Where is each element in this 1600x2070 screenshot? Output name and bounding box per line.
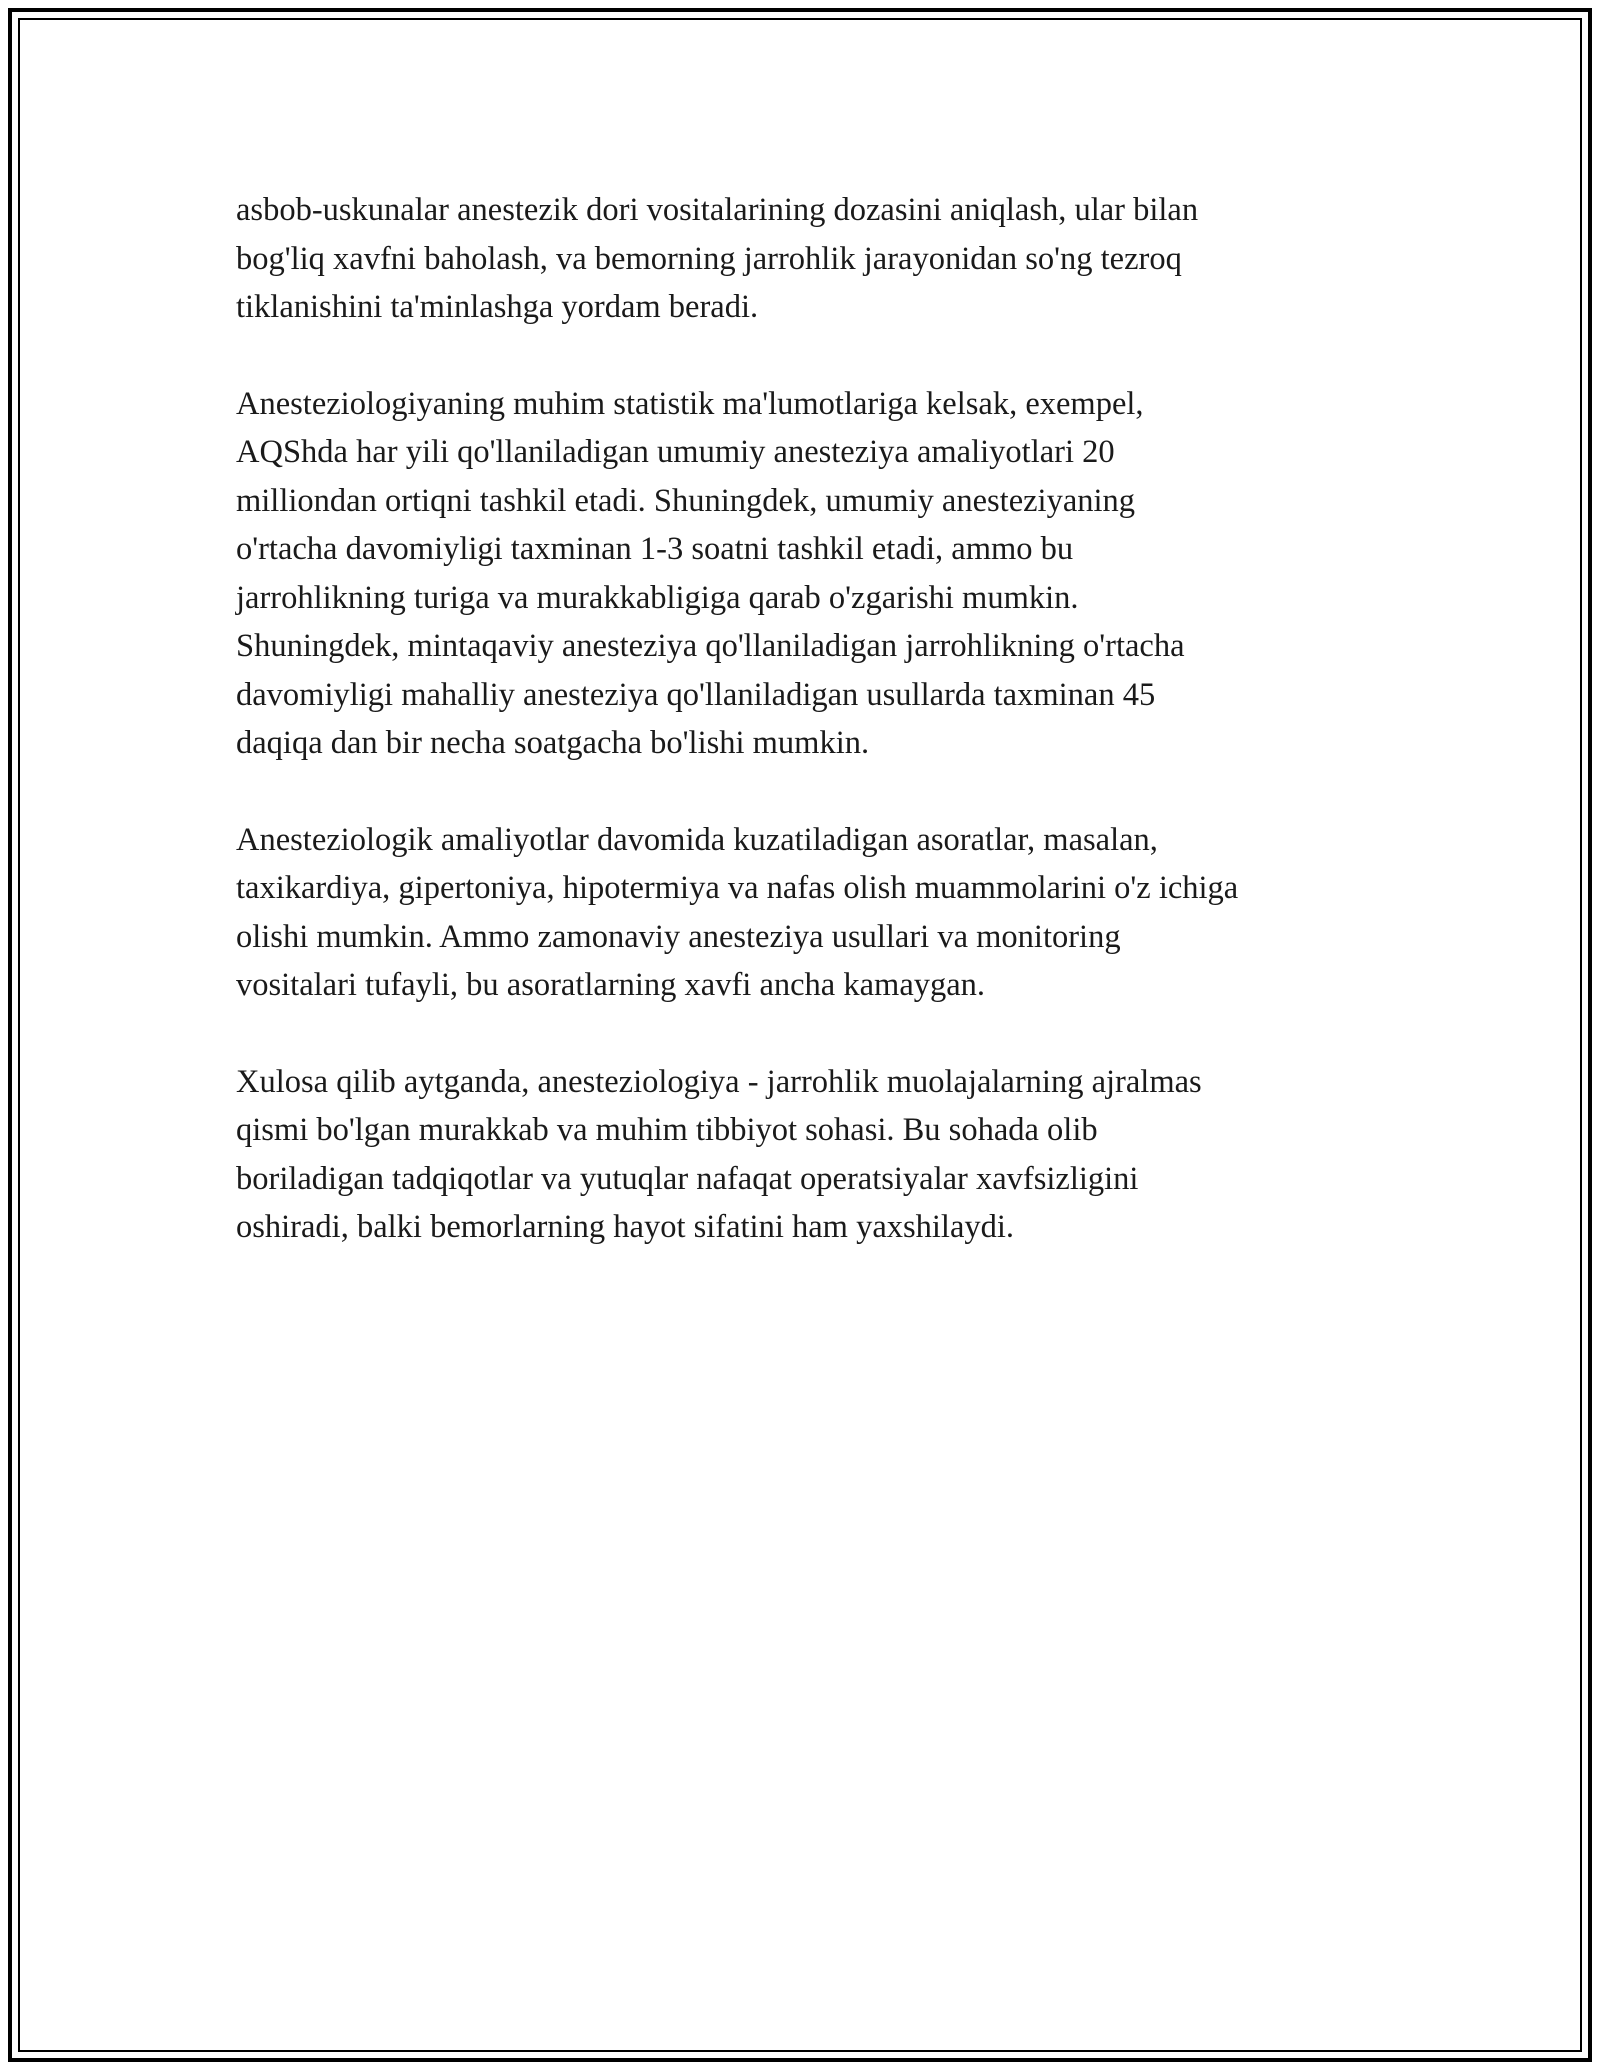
text-line: olishi mumkin. Ammo zamonaviy anesteziya usullari va monitoring bbox=[236, 918, 1121, 955]
text-line: oshiradi, balki bemorlarning hayot sifatini ham yaxshilaydi. bbox=[236, 1209, 1015, 1245]
text-line: boriladigan tadqiqotlar va yutuqlar nafaqat operatsiyalar xavfsizligini bbox=[236, 1160, 1139, 1197]
text-line: davomiyligi mahalliy anesteziya qo'llaniladigan usullarda taxminan 45 bbox=[236, 676, 1156, 713]
text-line: o'rtacha davomiyligi taxminan 1-3 soatni tashkil etadi, ammo bu bbox=[236, 531, 1074, 567]
text-line: Xulosa qilib aytganda, anesteziologiya - jarrohlik muolajalarning ajralmas bbox=[236, 1063, 1202, 1100]
text-line: tiklanishini ta'minlashga yordam beradi. bbox=[236, 289, 759, 325]
text-line: Anesteziologiyaning muhim statistik ma'lumotlariga kelsak, exempel, bbox=[236, 385, 1144, 422]
text-line: bog'liq xavfni baholash, va bemorning jarrohlik jarayonidan so'ng tezroq bbox=[236, 240, 1182, 277]
text-line: asbob-uskunalar anestezik dori vositalarining dozasini aniqlash, ular bilan bbox=[236, 192, 1199, 228]
text-line: qismi bo'lgan murakkab va muhim tibbiyot sohasi. Bu sohada olib bbox=[236, 1112, 1098, 1148]
paragraph-2 bbox=[236, 380, 1376, 768]
text-line: jarrohlikning turiga va murakkabligiga qarab o'zgarishi mumkin. bbox=[236, 579, 1079, 616]
text-line: taxikardiya, gipertoniya, hipotermiya va nafas olish muammolarini o'z ichiga bbox=[236, 870, 1239, 906]
paragraph-1 bbox=[236, 186, 1376, 332]
text-line: vositalari tufayli, bu asoratlarning xavfi ancha kamaygan. bbox=[236, 967, 986, 1003]
text-line: Shuningdek, mintaqaviy anesteziya qo'llaniladigan jarrohlikning o'rtacha bbox=[236, 628, 1185, 664]
text-line: daqiqa dan bir necha soatgacha bo'lishi mumkin. bbox=[236, 725, 870, 761]
text-line: Anesteziologik amaliyotlar davomida kuzatiladigan asoratlar, masalan, bbox=[236, 821, 1158, 858]
document-body bbox=[236, 186, 1376, 1300]
paragraph-3 bbox=[236, 816, 1376, 1010]
text-line: AQShda har yili qo'llaniladigan umumiy anesteziya amaliyotlari 20 bbox=[236, 434, 1115, 470]
paragraph-4 bbox=[236, 1058, 1376, 1252]
text-line: milliondan ortiqni tashkil etadi. Shuningdek, umumiy anesteziyaning bbox=[236, 482, 1136, 519]
